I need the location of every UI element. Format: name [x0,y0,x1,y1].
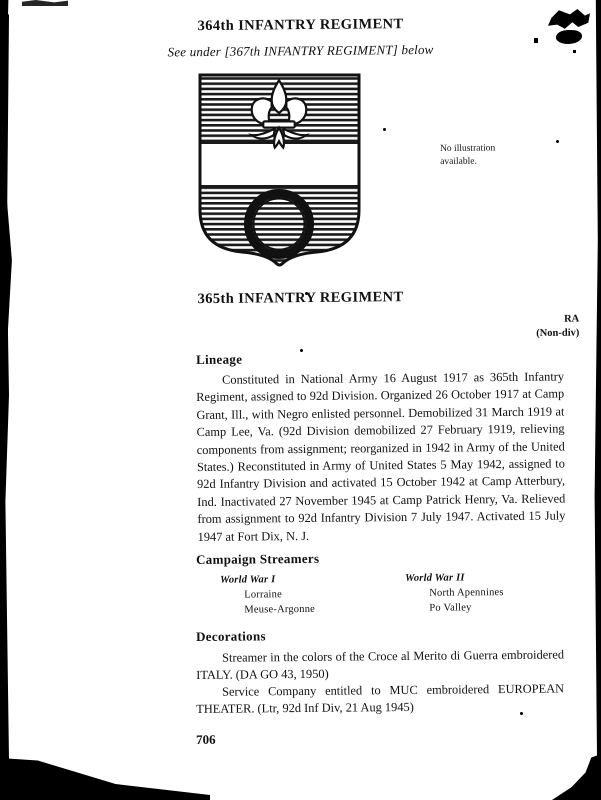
lineage-paragraph [196,368,566,546]
war-label-ww1: World War I [220,574,276,586]
campaign-item: Lorraine [244,589,283,601]
component-line-2: (Non-div) [535,327,580,339]
campaign-item: Meuse-Argonne [244,603,316,616]
campaign-item: Po Valley [429,602,472,614]
decoration-entry-1 [196,646,564,684]
decoration-text: Service Company entitled to MUC embroidered EUROPEAN THEATER. (Ltr, 92d Inf Div, 21 Aug 1945) [196,681,565,717]
no-illustration-line-2: available. [440,156,477,167]
no-illustration-line-1: No illustration [440,143,496,154]
component-line-1: RA [563,313,580,325]
campaign-streamers-ww2 [381,569,566,616]
page-number: 706 [196,731,216,747]
decorations-heading: Decorations [196,628,266,644]
cross-reference-364: See under [367th INFANTRY REGIMENT] below [167,41,434,60]
campaign-streamers-heading: Campaign Streamers [196,550,320,567]
decoration-text: Streamer in the colors of the Croce al Merito di Guerra embroidered ITALY. (DA GO 43, 1950) [196,647,565,683]
decoration-entry-2 [196,680,564,718]
campaign-item: North Apennines [429,587,504,599]
entry-title-365: 365th INFANTRY REGIMENT [197,289,404,308]
campaign-streamers-ww1 [196,571,381,618]
entry-title-364: 364th INFANTRY REGIMENT [197,16,404,35]
coat-of-arms-illustration [197,72,362,267]
lineage-text: Constituted in National Army 16 August 1917 as 365th Infantry Regiment, assigned to 92d Division. Organized 26 October 1917 at Camp Grant, Ill., with Negro enlisted personnel. Demobilized 31 March 1919 at Camp Lee, Va. (92d Division demobilized 27 February 1919, relieving components from assignment; reorganized in 1942 in Army of the United States.) Reconstituted in Army of United States 5 May 1942, assigned to 92d Infantry Division and activated 15 October 1942 at Camp Atterbury, Ind. Inactivated 27 November 1945 at Camp Patrick Henry, Va. Relieved from assignment to 92d Infantry Division 7 July 1947. Activated 15 July 1947 at Fort Dix, N. J. [196,369,566,544]
war-label-ww2: World War II [405,572,465,584]
no-illustration-note [440,142,495,169]
component-designation [536,313,579,341]
lineage-heading: Lineage [196,351,243,367]
campaign-streamers-list [196,569,566,618]
